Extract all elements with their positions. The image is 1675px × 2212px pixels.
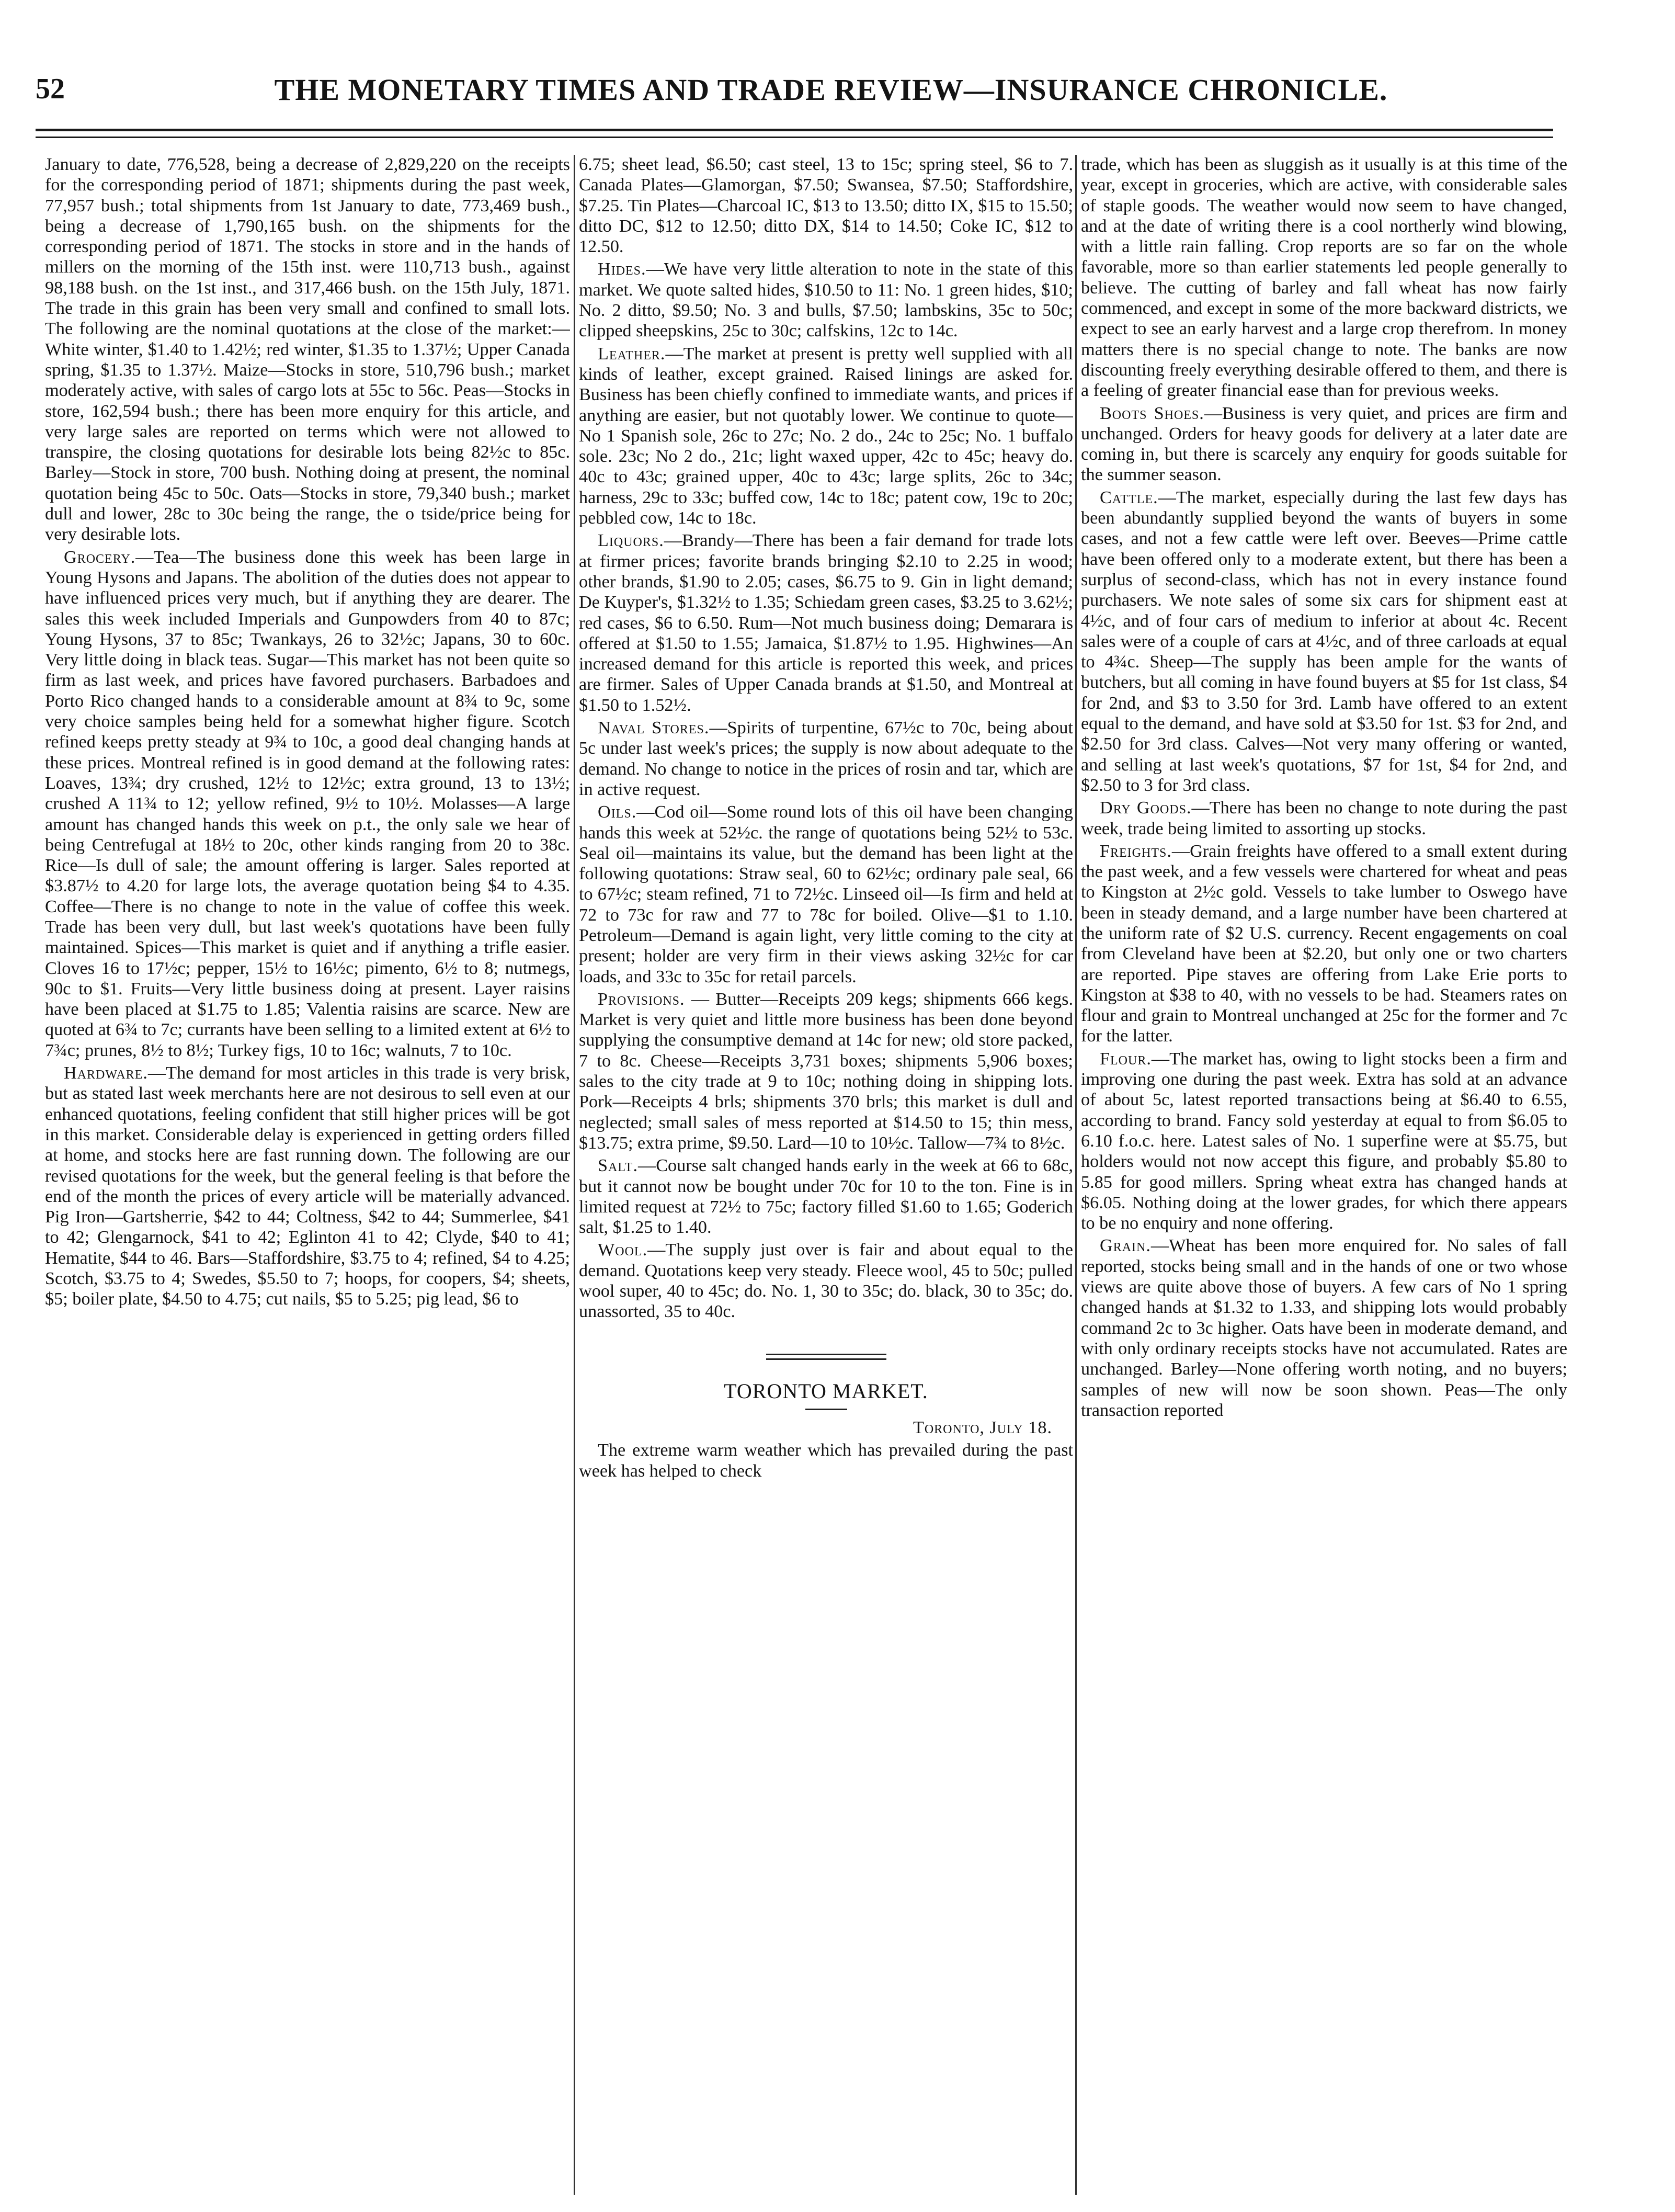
leather-heading: Leather. [598,344,666,364]
boots-shoes-section [1081,403,1567,485]
oils-section [579,802,1073,987]
flour-text: —The market has, owing to light stocks been a firm and improving one during the past week. Extra has sold at an advance of about 5c, latest reported transactions being at $6.40 to 6.55, according to brand. Fancy sold yesterday at equal to from $6.05 to 6.10 f.o.c. here. Latest sales of No. 1 superfine were at $5.75, but holders would not now accept this figure, and probably $5.80 to 5.85 for good millers. Spring wheat extra has changed hands at $6.05. Nothing doing at the lower grades, for which there appears to be no enquiry and none offering. [1081,1049,1567,1233]
oils-text: —Cod oil—Some round lots of this oil have been changing hands this week at 52½c. the range of quotations being 52½ to 53c. Seal oil—maintains its value, but the demand has been light at the following quotations: Straw seal, 60 to 62½c; ordinary pale seal, 66 to 67½c; steam refined, 71 to 72½c. Linseed oil—Is firm and held at 72 to 73c for raw and 77 to 78c for boiled. Olive—$1 to 1.10. Petroleum—Demand is again light, very little coming to the city at present; holder are very firm in their views asking 32½c for car loads, and 33c to 35c for retail parcels. [579,802,1073,986]
grain-text: —Wheat has been more enquired for. No sales of fall reported, stocks being small and in the hands of one or two whose views are quite above those of buyers. A few cars of No 1 spring changed hands at $1.32 to 1.33, and shipping lots would probably command 2c to 3c higher. Oats have been in moderate demand, and with only ordinary receipts stocks have not accumulated. Rates are unchanged. Barley—None offering worth noting, and no buyers; samples of new will now be soon shown. Peas—The only transaction reported [1081,1236,1567,1420]
heading-rule [805,1409,847,1410]
salt-heading: Salt. [598,1156,639,1176]
column-3 [1081,154,1567,2194]
freights-text: —Grain freights have offered to a small extent during the past week, and a few vessels were chartered for wheat and peas to Kingston at 2½c gold. Vessels to take lumber to Oswego have been in steady demand, and a large number have been chartered at the uniform rate of $2 U.S. currency. Recent engagements on coal from Cleveland have been at $2.20, but only one or two charters are reported. Pipe staves are offering from Lake Erie ports to Kingston at $38 to 40, with no vessels to be had. Steamers rates on flour and grain to Montreal unchanged at 25c for the former and 7c for the latter. [1081,841,1567,1046]
wool-heading: Wool. [598,1240,648,1260]
dateline: Toronto, July 18. [913,1417,1052,1437]
cattle-text: —The market, especially during the last few days has been abundantly supplied beyond the wants of buyers in some cases, and not a few cattle were left over. Beeves—Prime cattle have been offered only to a moderate extent, but there has been a surplus of second-class, which has not in every instance found purchasers. We note sales of some six cars for shipment east at 4½c, and of four cars of medium to inferior at about 4c. Recent sales were of a couple of cars at 4½c, and of three carloads at equal to 4¾c. Sheep—The supply has been ample for the wants of butchers, but all coming in have found buyers at $5 for 1st class, $4 for 2nd, and $3 to 3.50 for 3rd. Lamb have offered to an extent equal to the demand, and have sold at $3.50 for 1st. $3 for 2nd, and $2.50 for 3rd class. Calves—Not very many offering or wanted, and selling at last week's quotations, $7 for 1st, $4 for 2nd, and $2.50 to 3 for 3rd class. [1081,487,1567,795]
oils-heading: Oils. [598,802,637,822]
page-number: 52 [36,73,65,105]
page-header [36,72,1553,110]
dry-goods-heading: Dry Goods. [1100,798,1192,818]
hides-heading: Hides. [598,259,646,279]
naval-stores-heading: Naval Stores. [598,718,710,738]
cattle-section [1081,487,1567,796]
column-2 [579,154,1073,2194]
freights-section [1081,841,1567,1047]
hides-section [579,259,1073,341]
hardware-text: —The demand for most articles in this trade is very brisk, but as stated last week merchants here are not desirous to sell even at our enhanced quotations, feeling confident that still higher prices will be got in this market. Considerable delay is experienced in getting orders filled at home, and stocks here are fast running down. The following are our revised quotations for the week, but the general feeling is that before the end of the month the prices of every article will be materially advanced. Pig Iron—Gartsherrie, $42 to 44; Coltness, $42 to 44; Summerlee, $41 to 42; Glengarnock, $41 to 42; Eglinton 41 to 42; Clyde, $40 to 41; Hematite, $44 to 46. Bars—Staffordshire, $3.75 to 4; refined, $4 to 4.25; Scotch, $3.75 to 4; Swedes, $5.50 to 7; hoops, for coopers, $4; sheets, $5; boiler plate, $4.50 to 4.75; cut nails, $5 to 5.25; pig lead, $6 to [45,1063,570,1309]
leather-text: —The market at present is pretty well supplied with all kinds of leather, except grained. Raised linings are asked for. Business has been chiefly confined to immediate wants, and prices if anything are easier, but not quotably lower. We continue to quote—No 1 Spanish sole, 26c to 27c; No. 2 do., 24c to 25c; No. 1 buffalo sole. 23c; No 2 do., 21c; light waxed upper, 42c to 45c; heavy do. 40c to 43c; grained upper, 40c to 43c; large splits, 26c to 34c; harness, 29c to 33c; buffed cow, 14c to 18c; patent cow, 19c to 20c; pebbled cow, 14c to 18c. [579,344,1073,528]
toronto-market-heading: TORONTO MARKET. [724,1379,928,1403]
grocery-section [45,547,570,1061]
hardware-continued: 6.75; sheet lead, $6.50; cast steel, 13 to 15c; spring steel, $6 to 7. Canada Plates—Glamorgan, $7.50; Swansea, $7.50; Staffordshire, $7.25. Tin Plates—Charcoal IC, $13 to 13.50; ditto IX, $15 to 15.50; ditto DC, $12 to 12.50; ditto DX, $14 to 14.50; Coke IC, $12 to 12.50. [579,155,1073,257]
salt-text: —Course salt changed hands early in the week at 66 to 68c, but it cannot now be bought under 70c for 10 to the ton. Fine is in limited request at 72½ to 75c; factory filled $1.60 to 1.65; Goderich salt, $1.25 to 1.40. [579,1156,1073,1238]
header-rule-thin [36,137,1553,138]
liquors-text: —Brandy—There has been a fair demand for trade lots at firmer prices; favorite brands bringing $2.10 to 2.25 in wood; other brands, $1.90 to 2.05; cases, $6.75 to 9. Gin in light demand; De Kuyper's, $1.32½ to 1.35; Schiedam green cases, $3.25 to 3.62½; red cases, $6 to 6.50. Rum—Not much business doing; Demarara is offered at $1.50 to 1.55; Jamaica, $1.87½ to 1.95. Highwines—An increased demand for this article is reported this week, and prices are firmer. Sales of Upper Canada brands at $1.50, and Montreal at $1.50 to 1.52½. [579,531,1073,715]
toronto-market-intro: The extreme warm weather which has prevailed during the past week has helped to check [579,1440,1073,1481]
flour-section [1081,1049,1567,1234]
hides-text: —We have very little alteration to note in the state of this market. We quote salted hides, $10.50 to 11: No. 1 green hides, $10; No. 2 ditto, $9.50; No. 3 and bulls, $7.50; lambskins, 35c to 50c; clipped sheepskins, 25c to 30c; calfskins, 12c to 14c. [579,259,1073,341]
section-divider [766,1354,886,1360]
grain-section [1081,1235,1567,1421]
toronto-market-continued: trade, which has been as sluggish as it usually is at this time of the year, except in groceries, which are active, with considerable sales of staple goods. The weather would now seem to have changed, and at the date of writing there is a cool northerly wind blowing, with a little rain falling. Crop reports are so far on the whole favorable, more so than earlier statements led people generally to believe. The cutting of barley and fall wheat has now fairly commenced, and except in some of the more backward districts, we expect to see an early harvest and a large crop therefrom. In money matters there is no special change to note. The banks are now discounting freely everything desirable offered to them, and there is a feeling of greater financial ease than for previous weeks. [1081,155,1567,401]
flour-heading: Flour. [1100,1049,1152,1069]
grocery-heading: Grocery. [64,547,136,567]
boots-shoes-heading: Boots Shoes. [1100,403,1204,423]
liquors-heading: Liquors. [598,531,664,551]
naval-stores-section [579,718,1073,800]
boots-shoes-text: —Business is very quiet, and prices are firm and unchanged. Orders for heavy goods for delivery at a later date are coming in, but there is scarcely any enquiry for goods suitable for the summer season. [1081,403,1567,485]
dry-goods-section [1081,798,1567,839]
salt-section [579,1155,1073,1238]
grain-report-continued: January to date, 776,528, being a decrease of 2,829,220 on the receipts for the corresponding period of 1871; shipments during the past week, 77,957 bush.; total shipments from 1st January to date, 773,469 bush., being a decrease of 1,790,165 bush. on the shipments for the corresponding period of 1871. The stocks in store and in the hands of millers on the morning of the 15th inst. were 110,713 bush., against 98,188 bush. on the 1st inst., and 317,466 bush. on the 15th July, 1871. The trade in this grain has been very small and confined to small lots. The following are the nominal quotations at the close of the market:—White winter, $1.40 to 1.42½; red winter, $1.35 to 1.37½; Upper Canada spring, $1.35 to 1.37½. Maize—Stocks in store, 510,796 bush.; market moderately active, with sales of cargo lots at 55c to 56c. Peas—Stocks in store, 162,594 bush.; there has been more enquiry for this article, and very large sales are reported on terms which were not allowed to transpire, the closing quotations for desirable lots being 82½c to 85c. Barley—Stock in store, 700 bush. Nothing doing at present, the nominal quotation being 45c to 50c. Oats—Stocks in store, 79,340 bush.; market dull and lower, 28c to 30c being the range, the o tside/price being for very desirable lots. [45,155,570,545]
liquors-section [579,530,1073,716]
wool-text: —The supply just over is fair and about equal to the demand. Quotations keep very steady. Fleece wool, 45 to 50c; pulled wool super, 40 to 45c; do. No. 1, 30 to 35c; do. black, 30 to 35c; do. unassorted, 35 to 40c. [579,1240,1073,1322]
wool-section [579,1240,1073,1322]
cattle-heading: Cattle. [1100,487,1158,507]
column-divider-1 [574,155,575,2195]
hardware-section [45,1063,570,1310]
provisions-section [579,989,1073,1153]
freights-heading: Freights. [1100,841,1172,861]
leather-section [579,344,1073,529]
naval-stores-text: —Spirits of turpentine, 67½c to 70c, being about 5c under last week's prices; the supply is now about adequate to the demand. No change to notice in the prices of rosin and tar, which are in active request. [579,718,1073,799]
publication-title: THE MONETARY TIMES AND TRADE REVIEW—INSURANCE CHRONICLE. [274,73,1388,107]
provisions-heading: Provisions. [598,989,685,1009]
header-rule-thick [36,129,1553,131]
provisions-text: — Butter—Receipts 209 kegs; shipments 666 kegs. Market is very quiet and little more business has been done beyond supplying the consumptive demand at 14c for new; old store packed, 7 to 8c. Cheese—Receipts 3,731 boxes; shipments 5,906 boxes; sales to the city trade at 9 to 10c; nothing doing in shipping lots. Pork—Receipts 4 brls; shipments 370 brls; this market is dull and neglected; small sales of mess reported at $14.50 to 15; thin mess, $13.75; extra prime, $9.50. Lard—10 to 10½c. Tallow—7¾ to 8½c. [579,989,1073,1153]
hardware-heading: Hardware. [64,1063,148,1083]
column-1 [45,154,570,2194]
grain-heading: Grain. [1100,1236,1151,1256]
column-divider-2 [1075,155,1077,2195]
dry-goods-text: —There has been no change to note during the past week, trade being limited to assorting up stocks. [1081,798,1567,838]
grocery-text: —Tea—The business done this week has been large in Young Hysons and Japans. The abolition of the duties does not appear to have influenced prices very much, but if anything they are dearer. The sales this week included Imperials and Gunpowders from 40 to 87c; Young Hysons, 37 to 85c; Twankays, 26 to 32½c; Japans, 30 to 60c. Very little doing in black teas. Sugar—This market has not been quite so firm as last week, and prices have favored purchasers. Barbadoes and Porto Rico changed hands to a considerable amount at 8¾ to 9c, some very choice samples being held for a somewhat higher figure. Scotch refined keeps pretty steady at 9¾ to 10c, a good deal changing hands at these prices. Montreal refined is in good demand at the following rates: Loaves, 13¾; dry crushed, 12½ to 12½c; extra ground, 13 to 13½; crushed A 11¾ to 12; yellow refined, 9½ to 10½. Molasses—A large amount has changed hands this week on p.t., the only sale we hear of being Centrefugal at 18½ to 20c, other kinds ranging from 20 to 38c. Rice—Is dull of sale; the amount offering is larger. Sales reported at $3.87½ to 4.20 for large lots, the average quotation being $4 to 4.35. Coffee—There is no change to note in the value of coffee this week. Trade has been very dull, but last week's quotations have been fully maintained. Spices—This market is quiet and if anything a trifle easier. Cloves 16 to 17½c; pepper, 15½ to 16½c; pimento, 6½ to 8; nutmegs, 90c to $1. Fruits—Very little business doing at present. Layer raisins have been placed at $1.75 to 1.85; Valentia raisins are scarce. New are quoted at 6¾ to 7c; currants have been selling to a limited extent at 6½ to 7¾c; prunes, 8½ to 8½; Turkey figs, 10 to 16c; walnuts, 7 to 10c. [45,547,570,1060]
